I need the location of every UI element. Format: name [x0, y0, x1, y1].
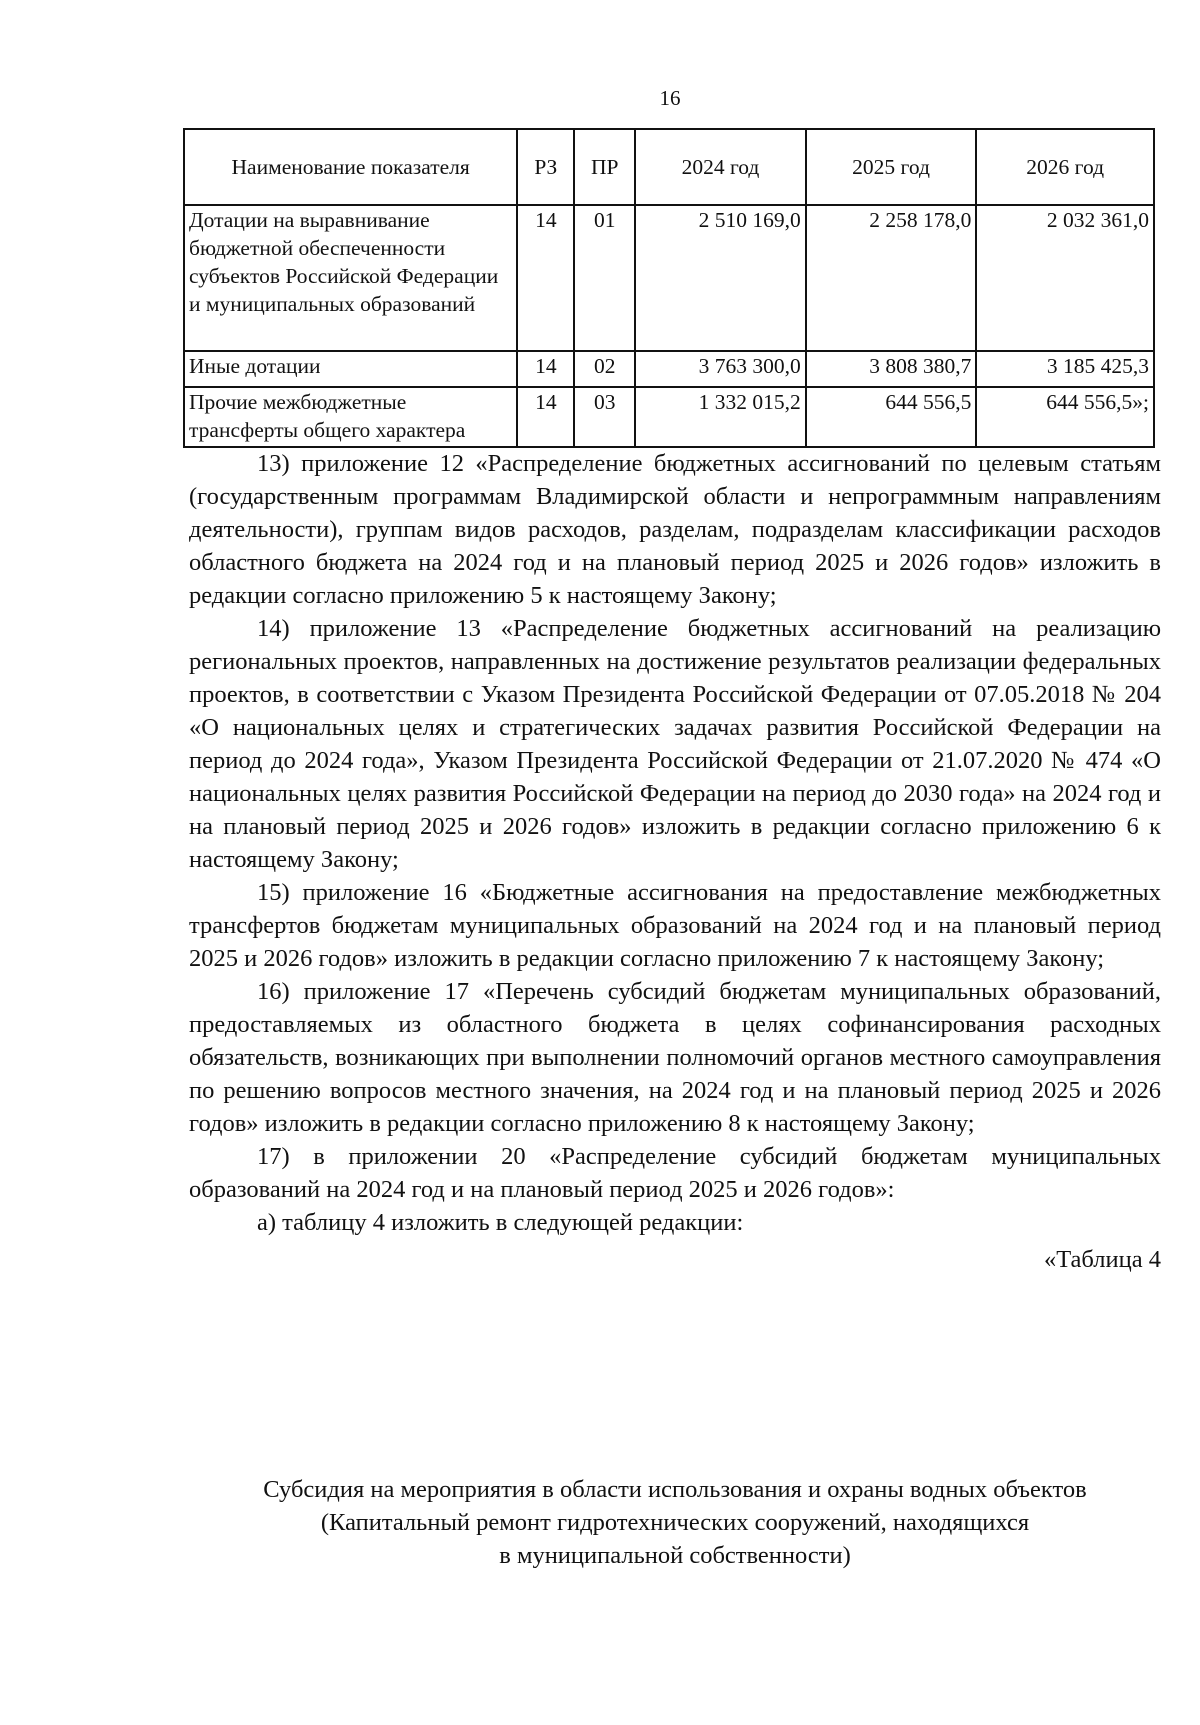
subsidy-title-line3: в муниципальной собственности) — [499, 1542, 851, 1569]
row-2026: 644 556,5»; — [976, 387, 1154, 447]
header-2025: 2025 год — [806, 129, 977, 205]
row-name: Дотации на выравнивание бюджетной обеспеченности субъектов Российской Федерации и муниципальных образований — [184, 205, 517, 351]
header-rz: РЗ — [517, 129, 574, 205]
table-header-row — [184, 129, 1154, 205]
header-2024: 2024 год — [635, 129, 806, 205]
row-rz: 14 — [517, 387, 574, 447]
paragraph-17: 17) в приложении 20 «Распределение субсидий бюджетам муниципальных образований на 2024 год и на плановый период 2025 и 2026 годов»: — [189, 1143, 1161, 1203]
header-2026: 2026 год — [976, 129, 1154, 205]
subsidy-title-line2: (Капитальный ремонт гидротехнических сооружений, находящихся — [320, 1509, 1030, 1536]
paragraph-17a: а) таблицу 4 изложить в следующей редакции: — [257, 1209, 744, 1236]
row-2024: 3 763 300,0 — [635, 351, 806, 387]
paragraph-15: 15) приложение 16 «Бюджетные ассигнования на предоставление межбюджетных трансфертов бюджетам муниципальных образований на 2024 год и на плановый период 2025 и 2026 годов» изложить в редакции согласно приложению 7 к настоящему Закону; — [189, 879, 1161, 972]
row-pr: 01 — [574, 205, 635, 351]
row-2025: 644 556,5 — [806, 387, 977, 447]
row-name: Иные дотации — [184, 351, 517, 387]
page-number: 16 — [659, 86, 681, 110]
table-label: «Таблица 4 — [1043, 1246, 1161, 1273]
paragraph-14: 14) приложение 13 «Распределение бюджетных ассигнований на реализацию региональных проектов, направленных на достижение результатов реализации федеральных проектов, в соответствии с Указом Президента Российской Федерации от 07.05.2018 № 204 «О национальных целях и стратегических задачах развития Российской Федерации на период до 2024 года», Указом Президента Российской Федерации от 21.07.2020 № 474 «О национальных целях развития Российской Федерации на период до 2030 года» на 2024 год и на плановый период 2025 и 2026 годов» изложить в редакции согласно приложению 6 к настоящему Закону; — [189, 615, 1161, 873]
row-2025: 2 258 178,0 — [806, 205, 977, 351]
budget-table — [183, 128, 1155, 448]
row-rz: 14 — [517, 205, 574, 351]
row-pr: 03 — [574, 387, 635, 447]
row-2025: 3 808 380,7 — [806, 351, 977, 387]
row-2024: 2 510 169,0 — [635, 205, 806, 351]
subsidy-title — [189, 1473, 1161, 1572]
table-row — [184, 205, 1154, 351]
row-pr: 02 — [574, 351, 635, 387]
paragraph-13: 13) приложение 12 «Распределение бюджетных ассигнований по целевым статьям (государственным программам Владимирской области и непрограммным направлениям деятельности), группам видов расходов, разделам, подразделам классификации расходов областного бюджета на 2024 год и на плановый период 2025 и 2026 годов» изложить в редакции согласно приложению 5 к настоящему Закону; — [189, 450, 1161, 609]
table-row — [184, 351, 1154, 387]
subsidy-title-line1: Субсидия на мероприятия в области использования и охраны водных объектов — [263, 1476, 1087, 1503]
table-row — [184, 387, 1154, 447]
header-pr: ПР — [574, 129, 635, 205]
row-2026: 3 185 425,3 — [976, 351, 1154, 387]
row-2026: 2 032 361,0 — [976, 205, 1154, 351]
body-text — [189, 447, 1161, 1276]
row-name: Прочие межбюджетные трансферты общего характера — [184, 387, 517, 447]
row-2024: 1 332 015,2 — [635, 387, 806, 447]
header-name: Наименование показателя — [184, 129, 517, 205]
row-rz: 14 — [517, 351, 574, 387]
paragraph-16: 16) приложение 17 «Перечень субсидий бюджетам муниципальных образований, предоставляемых из областного бюджета в целях софинансирования расходных обязательств, возникающих при выполнении полномочий органов местного самоуправления по решению вопросов местного значения, на 2024 год и на плановый период 2025 и 2026 годов» изложить в редакции согласно приложению 8 к настоящему Закону; — [189, 978, 1161, 1137]
